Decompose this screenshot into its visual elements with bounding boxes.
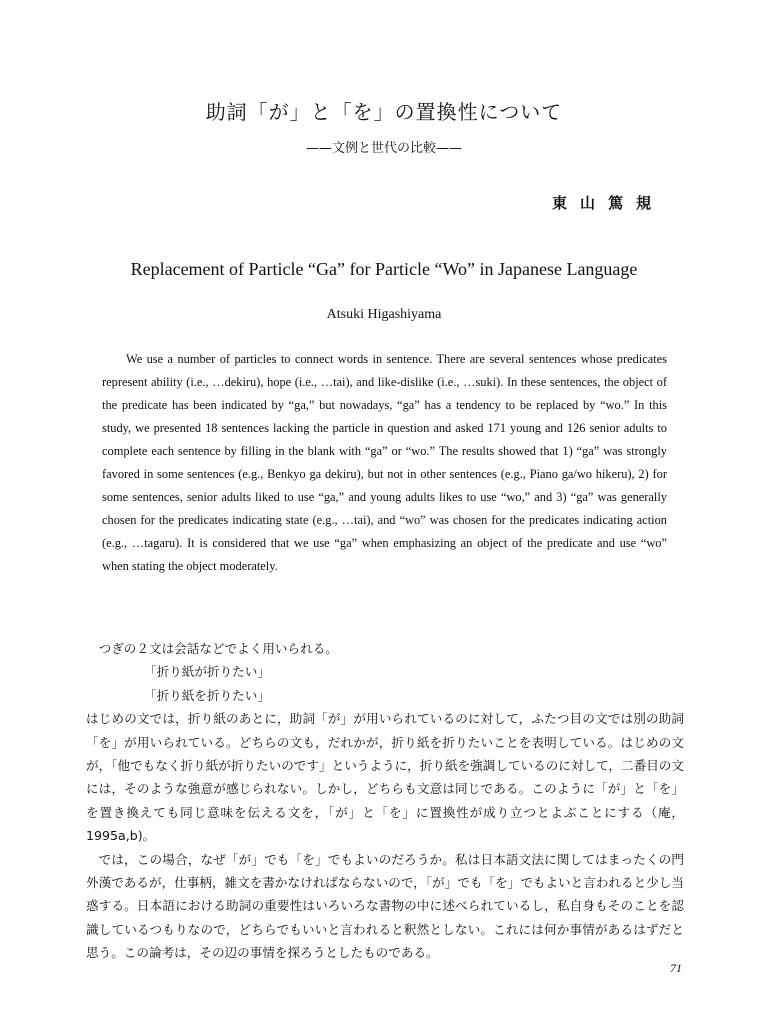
- body-intro-line: つぎの２文は会話などでよく用いられる。: [98, 641, 338, 656]
- example-sentence-1: 「折り紙が折りたい」: [144, 664, 270, 680]
- body-paragraph-2: では，この場合，なぜ「が」でも「を」でもよいのだろうか。私は日本語文法に関してはまったくの門外漢であるが，仕事柄，雑文を書かなければならないので，「が」でも「を」でもよいと言われると少し当惑する。日本語における助詞の重要性はいろいろな書物の中に述べられているし，私自身もそのことを認識しているつもりなので，どちらでもいいと言われると釈然としない。これには何か事情があるはずだと思う。この論考は，その辺の事情を探ろうとしたものである。: [86, 851, 684, 961]
- page-number: 71: [670, 961, 682, 975]
- body-paragraph-1: はじめの文では，折り紙のあとに，助詞「が」が用いられているのに対して，ふたつ目の文では別の助詞「を」が用いられている。どちらの文も，だれかが，折り紙を折りたいことを表明している。はじめの文が，「他でもなく折り紙が折りたいのです」というように，折り紙を強調しているのに対して，二番目の文には，そのような強意が感じられない。しかし，どちらも文意は同じである。このように「が」と「を」を置き換えても同じ意味を伝える文を，「が」と「を」に置換性が成り立つとよぶことにする（庵，1995a,b)。: [86, 711, 684, 844]
- japanese-subtitle: ——文例と世代の比較——: [305, 141, 462, 156]
- english-author-name: Atsuki Higashiyama: [326, 307, 442, 322]
- english-title: Replacement of Particle “Ga” for Particle “Wo” in Japanese Language: [130, 259, 638, 279]
- abstract: We use a number of particles to connect words in sentence. There are several sentences whose predicates represent ability (i.e., …dekiru), hope (i.e., …tai), and like-dislike (i.e., …suki). In these sentences, the object of the predicate has been indicated by “ga,” but nowadays, “ga” has a tendency to be replaced by “wo.” In this study, we presented 18 sentences lacking the particle in question and asked 171 young and 126 senior adults to complete each sentence by filling in the blank with “ga” or “wo.” The results showed that 1) “ga” was strongly favored in some sentences (e.g., Benkyo ga dekiru), but not in other sentences (e.g., Piano ga/wo hikeru), 2) for some sentences, senior adults liked to use “ga,” and young adults likes to use “wo,” and 3) “ga” was generally chosen for the predicates indicating state (e.g., …tai), and “wo” was chosen for the predicates indicating action (e.g., …tagaru). It is considered that we use “ga” when emphasizing an object of the predicate and use “wo” when stating the object moderately.: [102, 352, 667, 573]
- japanese-title: 助詞「が」と「を」の置換性について: [205, 100, 563, 124]
- example-sentence-2: 「折り紙を折りたい」: [144, 687, 270, 703]
- body-text: [86, 637, 684, 965]
- japanese-author-name: 東山篤規: [551, 194, 664, 212]
